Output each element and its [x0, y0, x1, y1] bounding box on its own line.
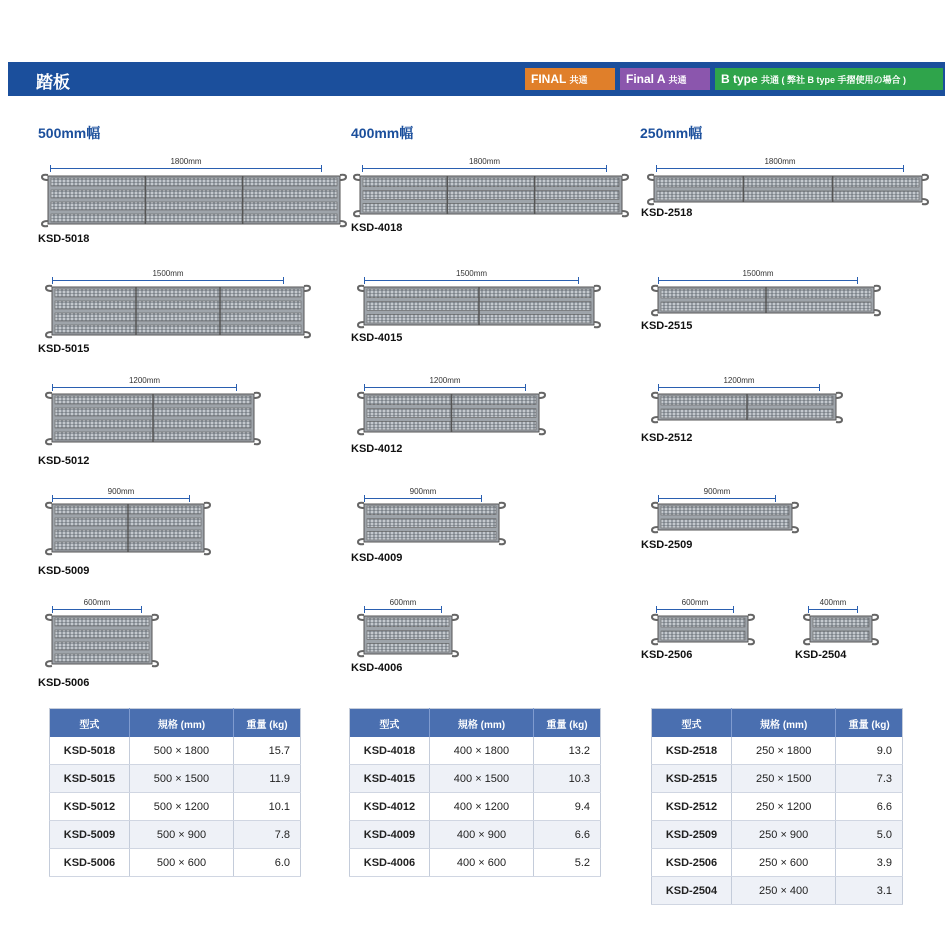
table-row [350, 737, 601, 765]
dimension-line [52, 387, 237, 388]
table-cell: 500 × 1200 [129, 793, 233, 821]
table-cell: 9.0 [836, 737, 903, 765]
table-header: 規格 (mm) [129, 709, 233, 738]
column-title-500: 500mm幅 [38, 125, 101, 141]
dimension-label: 600mm [389, 598, 417, 607]
table-cell: 250 × 1500 [731, 765, 835, 793]
table-header: 重量 (kg) [234, 709, 301, 738]
dimension-label: 900mm [703, 487, 731, 496]
table-row [50, 849, 301, 877]
table-cell: 250 × 900 [731, 821, 835, 849]
dimension-line [52, 609, 142, 610]
table-cell: 250 × 600 [731, 849, 835, 877]
table-cell: 5.0 [836, 821, 903, 849]
scaffold-board-image [356, 612, 460, 658]
table-header: 重量 (kg) [836, 709, 903, 738]
dimension-line [362, 168, 607, 169]
scaffold-board-image [356, 390, 547, 436]
dimension-label: 1500mm [152, 269, 184, 278]
model-label: KSD-5009 [38, 565, 90, 577]
scaffold-board-image [44, 390, 262, 446]
table-cell: 7.3 [836, 765, 903, 793]
table-cell: 250 × 400 [731, 877, 835, 905]
scaffold-board-image [650, 283, 882, 317]
model-label: KSD-4006 [351, 662, 403, 674]
table-cell: KSD-2509 [652, 821, 732, 849]
table-cell: 400 × 900 [429, 821, 533, 849]
table-header: 型式 [350, 709, 430, 738]
table-cell: 13.2 [534, 737, 601, 765]
scaffold-board-image [44, 283, 312, 339]
dimension-line [656, 609, 734, 610]
dimension-line [658, 498, 776, 499]
table-cell: KSD-4015 [350, 765, 430, 793]
table-row [652, 849, 903, 877]
model-label: KSD-2509 [641, 539, 693, 551]
dimension-line [50, 168, 322, 169]
dimension-label: 1500mm [455, 269, 488, 278]
badge-final-a: Final A 共通 [620, 68, 710, 90]
table-row [652, 877, 903, 905]
table-cell: KSD-5009 [50, 821, 130, 849]
table-cell: 6.0 [234, 849, 301, 877]
scaffold-board-image [356, 283, 602, 329]
table-header: 規格 (mm) [429, 709, 533, 738]
dimension-label: 600mm [681, 598, 709, 607]
model-label: KSD-2512 [641, 432, 693, 444]
table-header: 規格 (mm) [731, 709, 835, 738]
model-label: KSD-4015 [351, 332, 403, 344]
table-cell: KSD-5006 [50, 849, 130, 877]
dimension-label: 1800mm [764, 157, 796, 166]
table-cell: 10.3 [534, 765, 601, 793]
model-label: KSD-5018 [38, 233, 90, 245]
model-label: KSD-4009 [351, 552, 403, 564]
table-cell: 400 × 1200 [429, 793, 533, 821]
table-cell: 250 × 1800 [731, 737, 835, 765]
table-row [652, 765, 903, 793]
table-cell: KSD-5015 [50, 765, 130, 793]
badge-final: FINAL 共通 [525, 68, 615, 90]
table-header: 重量 (kg) [534, 709, 601, 738]
model-label: KSD-5006 [38, 677, 90, 689]
table-row [50, 793, 301, 821]
table-cell: KSD-5018 [50, 737, 130, 765]
table-row [350, 821, 601, 849]
table-cell: 500 × 900 [129, 821, 233, 849]
scaffold-board-image [650, 612, 756, 646]
table-cell: 500 × 600 [129, 849, 233, 877]
table-row [350, 765, 601, 793]
scaffold-board-image [650, 500, 800, 534]
dimension-line [364, 280, 579, 281]
table-header: 型式 [50, 709, 130, 738]
table-cell: 9.4 [534, 793, 601, 821]
scaffold-board-image [356, 500, 507, 546]
spec-table-250 [651, 708, 903, 905]
dimension-label: 1200mm [128, 376, 161, 385]
table-cell: KSD-2504 [652, 877, 732, 905]
table-row [652, 737, 903, 765]
dimension-label: 600mm [83, 598, 111, 607]
table-cell: KSD-2515 [652, 765, 732, 793]
table-cell: 10.1 [234, 793, 301, 821]
scaffold-board-image [802, 612, 880, 646]
dimension-line [658, 280, 858, 281]
model-label: KSD-2515 [641, 320, 693, 332]
scaffold-board-image [646, 172, 930, 206]
scaffold-board-image [650, 390, 844, 424]
table-cell: 5.2 [534, 849, 601, 877]
spec-table-400 [349, 708, 601, 877]
table-cell: 7.8 [234, 821, 301, 849]
scaffold-board-image [44, 500, 212, 556]
table-cell: 400 × 1500 [429, 765, 533, 793]
model-label: KSD-2504 [795, 649, 847, 661]
table-cell: 3.9 [836, 849, 903, 877]
table-row [50, 765, 301, 793]
scaffold-board-image [40, 172, 348, 228]
dimension-label: 900mm [107, 487, 135, 496]
dimension-label: 900mm [409, 487, 437, 496]
dimension-label: 1500mm [742, 269, 774, 278]
table-cell: 400 × 600 [429, 849, 533, 877]
page-title: 踏板 [36, 73, 70, 92]
table-cell: KSD-4012 [350, 793, 430, 821]
model-label: KSD-2506 [641, 649, 693, 661]
table-row [50, 821, 301, 849]
table-cell: KSD-2512 [652, 793, 732, 821]
dimension-label: 1800mm [170, 157, 202, 166]
table-cell: 11.9 [234, 765, 301, 793]
table-cell: 250 × 1200 [731, 793, 835, 821]
table-cell: KSD-2518 [652, 737, 732, 765]
dimension-label: 400mm [819, 598, 847, 607]
scaffold-board-image [44, 612, 160, 668]
table-cell: 6.6 [534, 821, 601, 849]
table-cell: KSD-4009 [350, 821, 430, 849]
scaffold-board-image [352, 172, 630, 218]
model-label: KSD-5015 [38, 343, 90, 355]
table-cell: 500 × 1500 [129, 765, 233, 793]
table-cell: KSD-2506 [652, 849, 732, 877]
dimension-line [364, 609, 442, 610]
table-cell: 400 × 1800 [429, 737, 533, 765]
table-row [350, 793, 601, 821]
table-row [652, 821, 903, 849]
dimension-label: 1200mm [429, 376, 461, 385]
model-label: KSD-4018 [351, 222, 403, 234]
dimension-line [658, 387, 820, 388]
table-cell: KSD-5012 [50, 793, 130, 821]
dimension-line [656, 168, 904, 169]
table-row [652, 793, 903, 821]
dimension-line [52, 280, 284, 281]
table-cell: KSD-4018 [350, 737, 430, 765]
table-cell: 15.7 [234, 737, 301, 765]
column-title-400: 400mm幅 [351, 125, 414, 141]
dimension-line [52, 498, 190, 499]
dimension-line [808, 609, 858, 610]
dimension-line [364, 498, 482, 499]
page-header [8, 62, 945, 96]
badge-b-type: B type 共通 ( 弊社 B type 手摺使用の場合 ) [715, 68, 943, 90]
model-label: KSD-2518 [641, 207, 693, 219]
model-label: KSD-4012 [351, 443, 403, 455]
table-cell: 3.1 [836, 877, 903, 905]
column-title-250: 250mm幅 [640, 125, 703, 141]
dimension-label: 1800mm [468, 157, 501, 166]
dimension-label: 1200mm [723, 376, 755, 385]
spec-table-500 [49, 708, 301, 877]
table-cell: 500 × 1800 [129, 737, 233, 765]
table-cell: KSD-4006 [350, 849, 430, 877]
table-header: 型式 [652, 709, 732, 738]
dimension-line [364, 387, 526, 388]
table-row [50, 737, 301, 765]
model-label: KSD-5012 [38, 455, 90, 467]
table-row [350, 849, 601, 877]
table-cell: 6.6 [836, 793, 903, 821]
